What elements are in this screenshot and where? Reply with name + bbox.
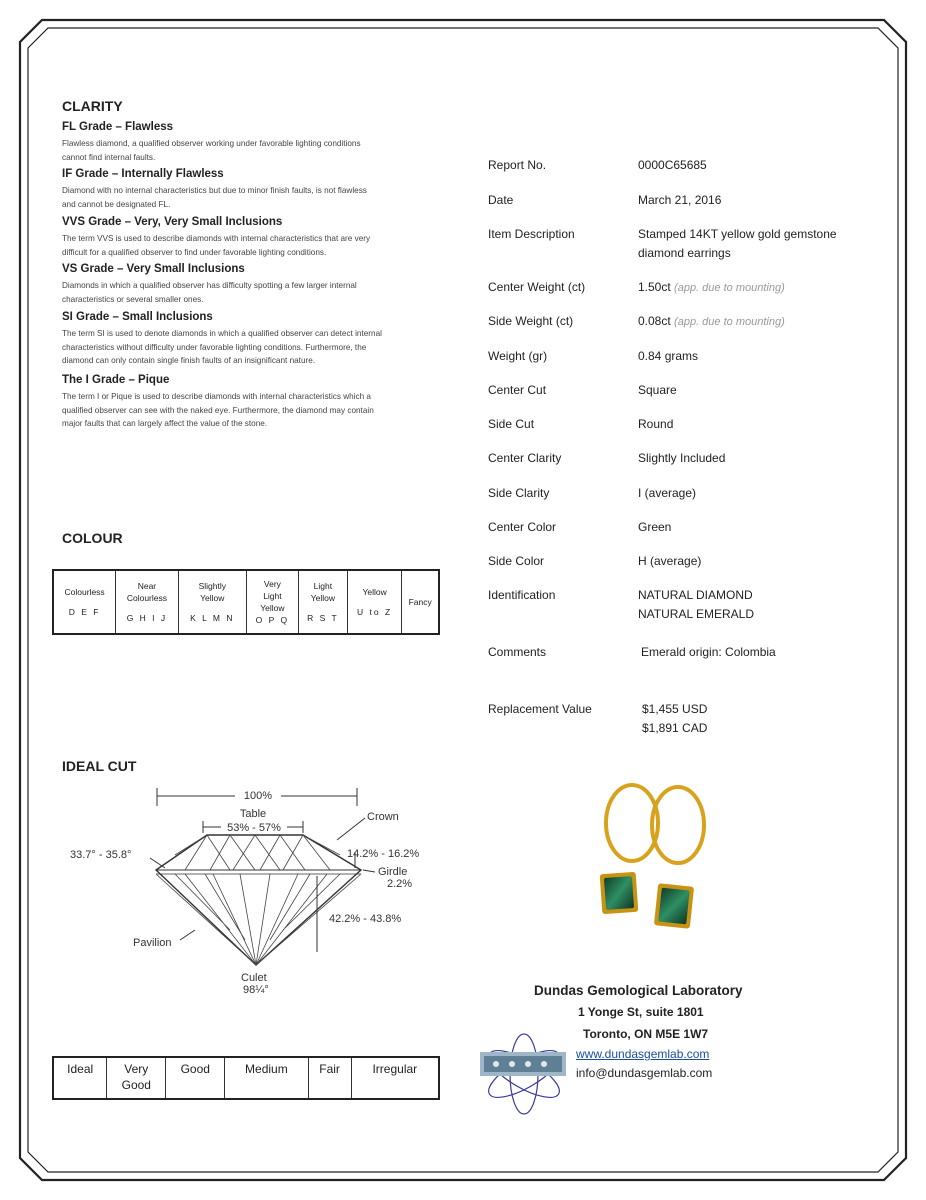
side-cut-label: Side Cut xyxy=(488,417,535,431)
culet-value: 98¼° xyxy=(243,984,269,996)
clarity-grade-i xyxy=(62,374,442,431)
culet-label: Culet xyxy=(241,972,267,984)
center-weight-label: Center Weight (ct) xyxy=(488,280,586,294)
weight-value: 0.84 grams xyxy=(638,349,699,363)
center-cut-label: Center Cut xyxy=(488,383,547,397)
pavilion-label: Pavilion xyxy=(133,937,172,949)
side-cut-value: Round xyxy=(638,417,674,431)
side-clarity-value: I (average) xyxy=(638,486,697,500)
cut-grade-cell: Irregular xyxy=(351,1057,439,1099)
grade-description: difficult for a qualified observer to find under favorable lighting conditions. xyxy=(62,247,327,257)
grade-heading: VS Grade – Very Small Inclusions xyxy=(62,263,245,275)
identification-label: Identification xyxy=(488,588,556,602)
colour-cell: Slightly Yellow K L M N xyxy=(178,570,246,634)
report-number-value: 0000C65685 xyxy=(638,158,707,172)
lab-address-line1: 1 Yonge St, suite 1801 xyxy=(578,1005,704,1019)
crown-height-label: 14.2% - 16.2% xyxy=(347,848,420,860)
width-label: 100% xyxy=(243,790,273,802)
identification-value: NATURAL DIAMOND NATURAL EMERALD xyxy=(638,588,755,621)
clarity-grade-vvs xyxy=(62,216,442,259)
center-clarity-value: Slightly Included xyxy=(638,451,726,465)
grade-heading: VVS Grade – Very, Very Small Inclusions xyxy=(62,216,283,228)
grade-description: The term SI is used to denote diamonds in which a qualified observer can detect internal xyxy=(62,329,382,338)
clarity-grade-fl xyxy=(62,121,442,164)
lab-logo xyxy=(476,1020,576,1130)
mounting-note: (app. due to mounting) xyxy=(674,316,785,328)
center-clarity-label: Center Clarity xyxy=(488,451,562,465)
clarity-title: CLARITY xyxy=(62,98,123,114)
report-number-label: Report No. xyxy=(488,158,547,172)
colour-cell: Light Yellow R S T xyxy=(298,570,347,634)
lab-address-line2: Toronto, ON M5E 1W7 xyxy=(583,1027,709,1041)
side-clarity-label: Side Clarity xyxy=(488,486,550,500)
grade-description: qualified observer can see with the naked eye. Furthermore, the diamond may contain xyxy=(62,405,374,415)
ideal-cut-title: IDEAL CUT xyxy=(62,758,137,774)
cut-grade-cell: Ideal xyxy=(53,1057,107,1099)
cut-grade-table xyxy=(52,1056,440,1100)
girdle-value: 2.2% xyxy=(387,878,413,890)
grade-description: and cannot be designated FL. xyxy=(62,199,171,209)
grade-description: characteristics without difficulty under favorable lighting conditions. Furthermore, the xyxy=(62,342,367,352)
grade-description: The term VVS is used to describe diamonds with internal characteristics that are very xyxy=(62,234,371,243)
colour-cell: Near Colourless G H I J xyxy=(116,570,178,634)
date-value: March 21, 2016 xyxy=(638,193,722,207)
lab-name: Dundas Gemological Laboratory xyxy=(534,983,743,998)
lab-website-link[interactable]: www.dundasgemlab.com xyxy=(576,1047,710,1061)
grade-description: cannot find internal faults. xyxy=(62,152,156,162)
side-weight-value: 0.08ct (app. due to mounting) xyxy=(638,314,785,328)
grade-description: Flawless diamond, a qualified observer working under favorable lighting conditions xyxy=(62,139,361,148)
grade-description: Diamond with no internal characteristics but due to minor finish faults, is not flawless xyxy=(62,186,367,195)
table-range-label: 53% - 57% xyxy=(227,822,281,834)
center-color-value: Green xyxy=(638,520,672,534)
earrings-photo xyxy=(590,775,720,940)
center-weight-value: 1.50ct (app. due to mounting) xyxy=(638,280,785,294)
clarity-grade-if xyxy=(62,168,442,211)
comments-value: Emerald origin: Colombia xyxy=(641,645,776,659)
grade-heading: SI Grade – Small Inclusions xyxy=(62,311,213,323)
cut-grade-cell: Good xyxy=(166,1057,225,1099)
grade-description: diamond can only contain single finish faults of an insignificant nature. xyxy=(62,356,316,365)
item-description-value: Stamped 14KT yellow gold gemstone diamond earrings xyxy=(638,227,837,260)
item-description-label: Item Description xyxy=(488,227,575,241)
grade-description: The term I or Pique is used to describe diamonds with internal characteristics which a xyxy=(62,392,371,401)
side-color-value: H (average) xyxy=(638,554,702,568)
grade-description: Diamonds in which a qualified observer has difficulty spotting a few larger internal xyxy=(62,281,357,290)
grade-heading: FL Grade – Flawless xyxy=(62,121,174,133)
cut-grade-cell: Medium xyxy=(225,1057,308,1099)
lab-email: info@dundasgemlab.com xyxy=(576,1066,713,1080)
side-weight-label: Side Weight (ct) xyxy=(488,314,574,328)
crown-label: Crown xyxy=(367,811,399,823)
center-cut-value: Square xyxy=(638,383,677,397)
mounting-note: (app. due to mounting) xyxy=(674,282,785,294)
weight-label: Weight (gr) xyxy=(488,349,548,363)
colour-title: COLOUR xyxy=(62,530,123,546)
girdle-label: Girdle xyxy=(378,866,408,878)
ideal-cut-diagram xyxy=(55,780,445,1000)
grade-description: major faults that can largely affect the value of the stone. xyxy=(62,419,268,428)
center-color-label: Center Color xyxy=(488,520,557,534)
clarity-grade-si xyxy=(62,311,442,368)
colour-cell: Yellow U to Z xyxy=(347,570,401,634)
grade-heading: The I Grade – Pique xyxy=(62,374,170,386)
pavilion-depth-label: 42.2% - 43.8% xyxy=(329,913,402,925)
colour-grade-table xyxy=(52,569,440,635)
replacement-value: $1,455 USD $1,891 CAD xyxy=(642,702,708,735)
date-label: Date xyxy=(488,193,514,207)
colour-cell: Fancy xyxy=(402,570,439,634)
replacement-value-label: Replacement Value xyxy=(488,702,592,716)
grade-heading: IF Grade – Internally Flawless xyxy=(62,168,224,180)
colour-cell: Colourless D E F xyxy=(53,570,116,634)
cut-grade-cell: Fair xyxy=(308,1057,351,1099)
crown-angle-label: 33.7° - 35.8° xyxy=(70,849,132,861)
grade-description: characteristics or several smaller ones. xyxy=(62,294,204,304)
cut-grade-cell: Very Good xyxy=(107,1057,166,1099)
clarity-grade-vs xyxy=(62,263,442,306)
comments-label: Comments xyxy=(488,645,547,659)
side-color-label: Side Color xyxy=(488,554,545,568)
table-label: Table xyxy=(239,808,267,820)
colour-cell: Very Light Yellow O P Q xyxy=(246,570,298,634)
